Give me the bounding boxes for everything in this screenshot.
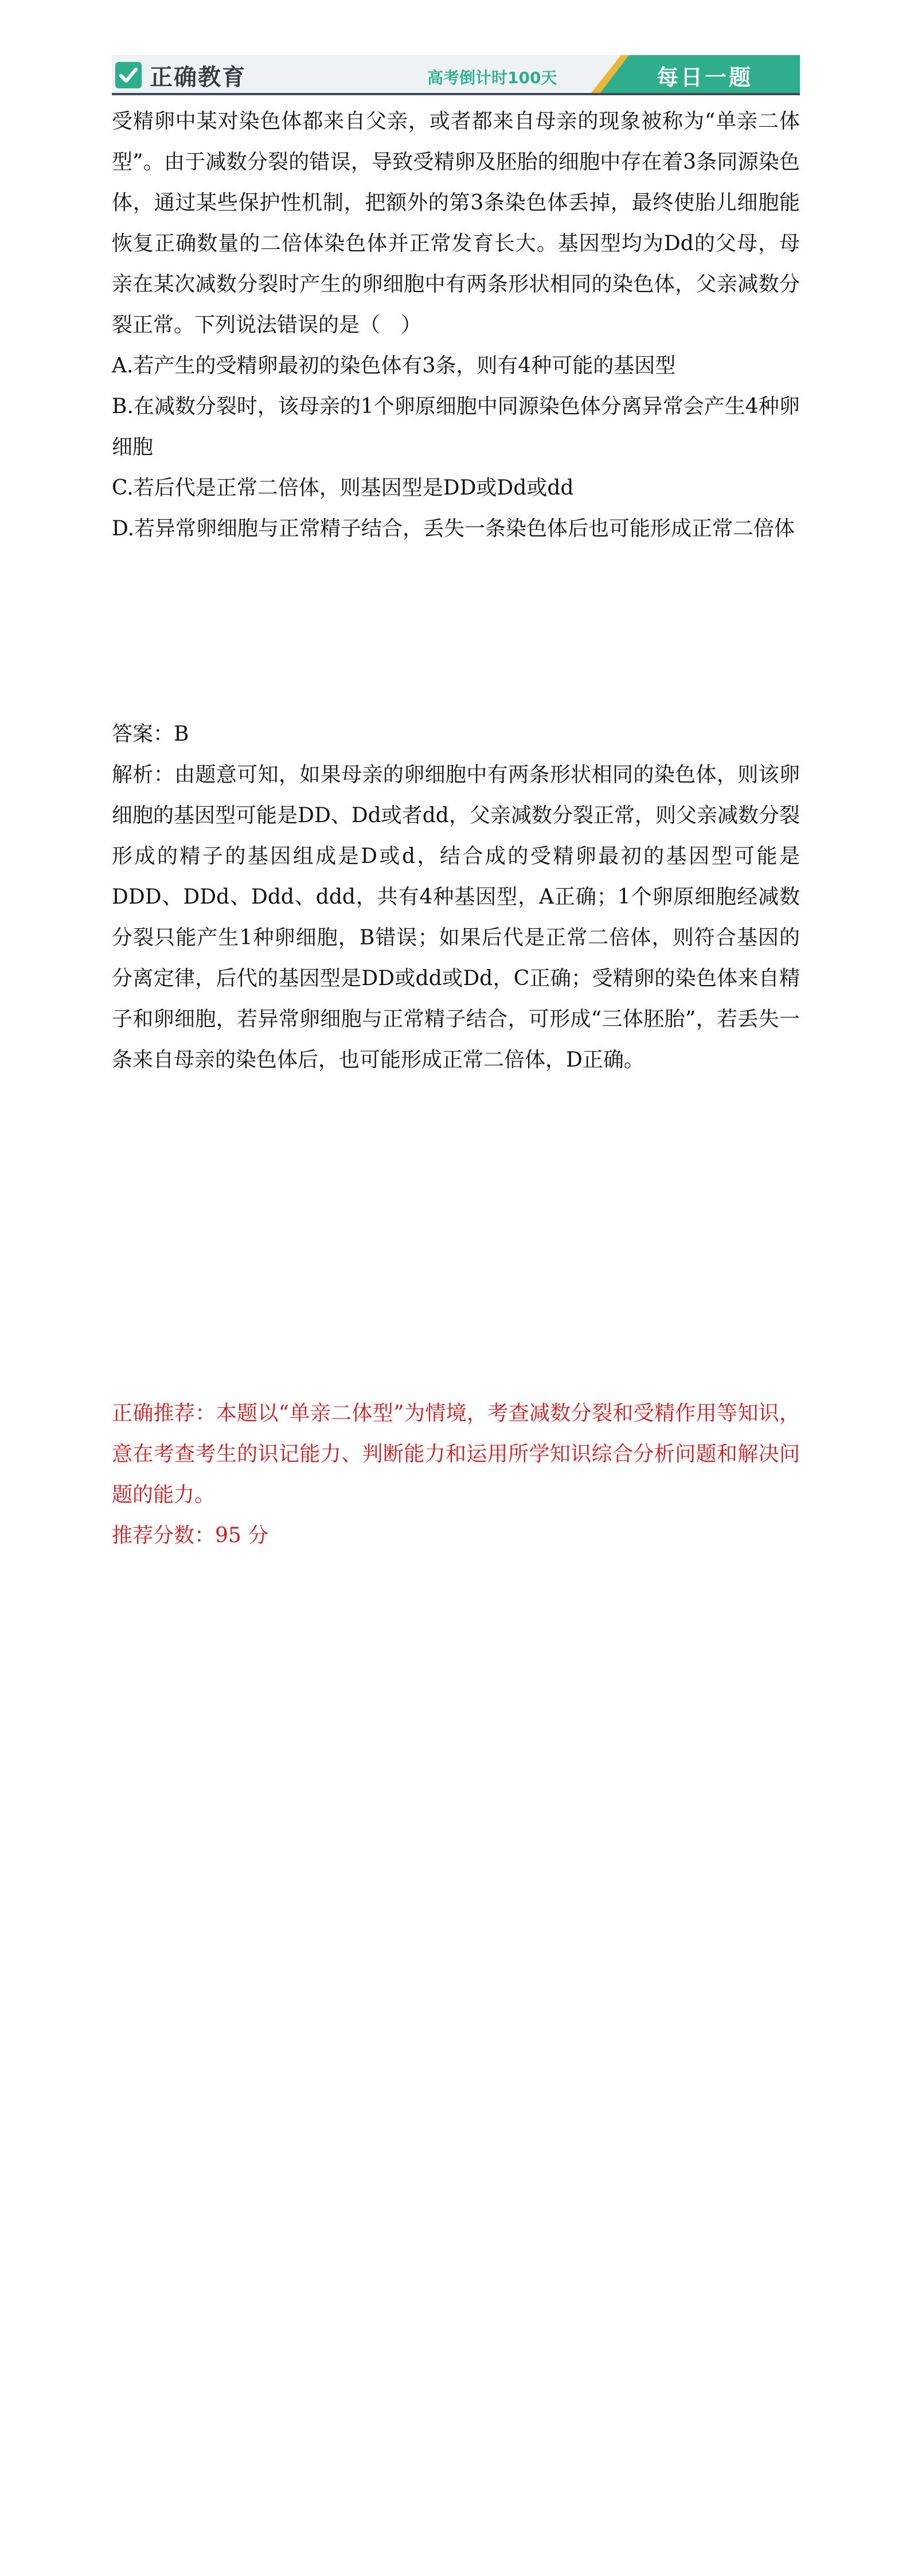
answer-label: 答案：B [112, 722, 189, 746]
exam-countdown: 高考倒计时100天 [427, 68, 557, 87]
recommendation-score: 推荐分数：95 分 [112, 1524, 269, 1547]
option-a: A.若产生的受精卵最初的染色体有3条，则有4种可能的基因型 [112, 354, 676, 378]
option-b: B.在减数分裂时，该母亲的1个卵原细胞中同源染色体分离异常会产生4种卵细胞 [112, 395, 800, 459]
brand-logo [115, 60, 246, 91]
answer-analysis: 解析：由题意可知，如果母亲的卵细胞中有两条形状相同的染色体，则该卵细胞的基因型可能是DD、Dd或者dd，父亲减数分裂正常，则父亲减数分裂形成的精子的基因组成是D或d，结合成的受精卵最初的基因型可能是DDD、DDd、Ddd、ddd，共有4种基因型，A正确；1个卵原细胞经减数分裂只能产生1种卵细胞，B错误；如果后代是正常二倍体，则符合基因的分离定律，后代的基因型是DD或dd或Dd，C正确；受精卵的染色体来自精子和卵细胞，若异常卵细胞与正常精子结合，可形成“三体胚胎”，若丢失一条来自母亲的染色体后，也可能形成正常二倍体，D正确。 [112, 763, 800, 1072]
option-c: C.若后代是正常二倍体，则基因型是DD或Dd或dd [112, 476, 574, 500]
question-section [112, 101, 800, 549]
brand-name: 正确教育 [150, 64, 246, 91]
checkmark-icon [115, 62, 142, 88]
recommendation-text: 正确推荐：本题以“单亲二体型”为情境，考查减数分裂和受精作用等知识，意在考查考生的识记能力、判断能力和运用所学知识综合分析问题和解决问题的能力。 [112, 1402, 800, 1507]
answer-section [112, 714, 800, 1080]
question-stem: 受精卵中某对染色体都来自父亲，或者都来自母亲的现象被称为“单亲二体型”。由于减数分裂的错误，导致受精卵及胚胎的细胞中存在着3条同源染色体，通过某些保护性机制，把额外的第3条染色体丢掉，最终使胎儿细胞能恢复正确数量的二倍体染色体并正常发育长大。基因型均为Dd的父母，母亲在某次减数分裂时产生的卵细胞中有两条形状相同的染色体，父亲减数分裂正常。下列说法错误的是（ ） [112, 110, 800, 337]
daily-question-tag [588, 55, 800, 93]
option-d: D.若异常卵细胞与正常精子结合，丢失一条染色体后也可能形成正常二倍体 [112, 517, 795, 540]
header-banner [112, 55, 800, 95]
daily-question-label: 每日一题 [657, 65, 753, 90]
recommendation-section [112, 1393, 800, 1556]
